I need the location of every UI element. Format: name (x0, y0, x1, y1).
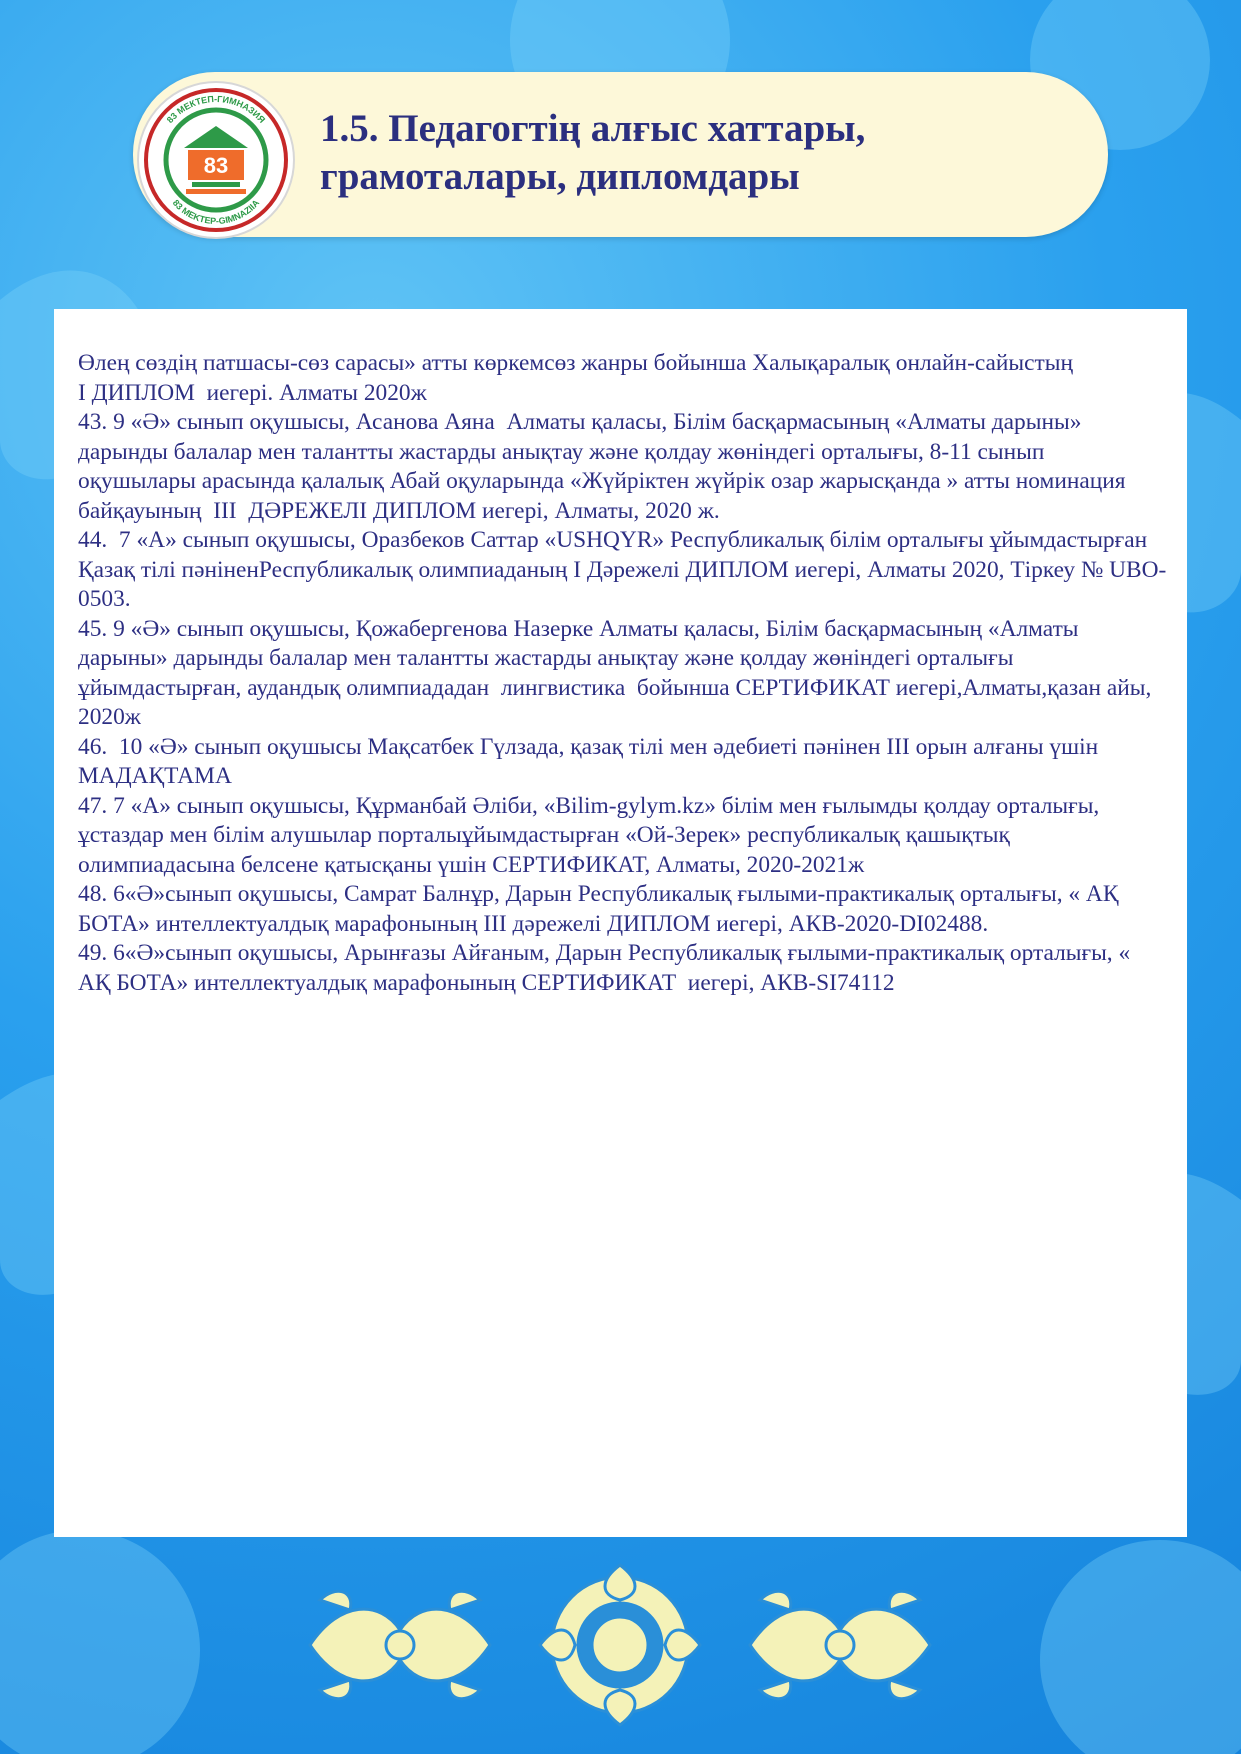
list-item: Өлең сөздің патшасы-сөз сарасы» атты көркемсөз жанры бойынша Халықаралық онлайн-сайыстың (78, 350, 1073, 376)
logo-bottom-text: 83 MEKTEP-GIMNAZIIA (170, 197, 262, 227)
content-panel (54, 309, 1187, 1537)
school-logo (136, 80, 296, 240)
page-title-line-2: грамоталары, дипломдары (320, 155, 800, 198)
awards-list (78, 349, 1168, 998)
page-title (320, 105, 1080, 201)
logo-top-text: 83 МЕКТЕП-ГИМНАЗИЯ (164, 93, 268, 125)
list-item: 46. 10 «Ә» сынып оқушысы Мақсатбек Гүлзада, қазақ тілі мен әдебиеті пәнінен ІІІ орын алғаны үшін МАДАҚТАМА (78, 733, 1104, 789)
logo-center-text: 83 (203, 153, 229, 178)
list-item: 44. 7 «А» сынып оқушысы, Оразбеков Саттар «USHQYR» Республикалық білім орталығы ұйымдастырған Қазақ тілі пәніненРеспубликалық олимпиаданың І Дәрежелі ДИПЛОМ иегері, Алматы 2020, Тіркеу № UBO-0503. (78, 527, 1167, 612)
list-item: 45. 9 «Ә» сынып оқушысы, Қожабергенова Назерке Алматы қаласы, Білім басқармасының «Алматы дарыны» дарынды балалар мен талантты жастарды анықтау және қолдау жөніндегі орталығы ұйымдастырған, аудандық олимпиададан лингвистика бойынша СЕРТИФИКАТ иегері,Алматы,қазан айы, 2020ж (78, 615, 1158, 730)
page-title-line-1: 1.5. Педагогтің алғыс хаттары, (320, 107, 866, 150)
bottom-ornament (300, 1560, 940, 1730)
list-item: І ДИПЛОМ иегері. Алматы 2020ж (78, 379, 427, 406)
list-item: 43. 9 «Ә» сынып оқушысы, Асанова Аяна Алматы қаласы, Білім басқармасының «Алматы дарыны» дарынды балалар мен талантты жастарды анықтау және қолдау жөніндегі орталығы, 8-11 сынып оқушылары арасында қалалық Абай оқуларында «Жүйріктен жүйрік озар жарысқанда » атты номинация байқауының ІІІ ДӘРЕЖЕЛІ ДИПЛОМ иегері, Алматы, 2020 ж. (78, 409, 1132, 524)
list-item: 49. 6«Ә»сынып оқушысы, Арынғазы Айғаным, Дарын Республикалық ғылыми-практикалық орталығы, « АҚ БОТА» интеллектуалдық марафонының СЕРТИФИКАТ иегері, АКВ-SI74112 (78, 940, 1137, 996)
list-item: 47. 7 «А» сынып оқушысы, Құрманбай Әліби, «Bilim-gylym.kz» білім мен ғылымды қолдау орталығы, ұстаздар мен білім алушылар порталыұйымдастырған «Ой-Зерек» республикалық қашықтық олимпиадасына белсене қатысқаны үшін СЕРТИФИКАТ, Алматы, 2020-2021ж (78, 792, 1106, 878)
list-item: 48. 6«Ә»сынып оқушысы, Самрат Балнұр, Дарын Республикалық ғылыми-практикалық орталығы, « АҚ БОТА» интеллектуалдық марафонының ІІІ дәрежелі ДИПЛОМ иегері, АКВ-2020-DI02488. (78, 881, 1125, 937)
